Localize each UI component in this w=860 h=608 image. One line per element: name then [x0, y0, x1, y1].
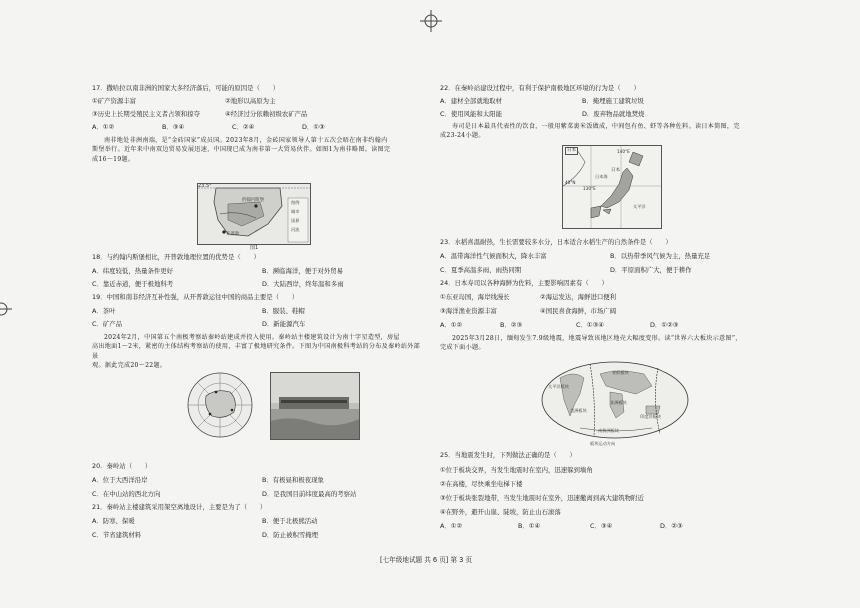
q24-item-1: ①东亚岛国，海岸线漫长: [440, 293, 510, 301]
q17-stem: 17．撒哈拉以南非洲的国家大多经济落后，可能的原因是（ ）: [92, 84, 280, 92]
intro-myanmar-earthquake: [440, 334, 770, 353]
map2-40n-label: 40°N: [565, 180, 576, 185]
q19-option-b: B．服装、鞋帽: [262, 307, 305, 315]
q23-option-b: B．以热带季风气候为主，热量充足: [610, 252, 711, 260]
map2-130e-label: 130°E: [583, 186, 596, 191]
intro-myanmar-line-2: 完成下面小题。: [440, 344, 485, 352]
map3-legend-direction: 板块运动方向: [590, 441, 616, 446]
map3-american-plate: 美洲板块: [570, 408, 587, 413]
q24-item-4: ④国民喜食海鲜，市场广阔: [540, 307, 617, 315]
qinling-station-photo-shapes: [271, 373, 359, 439]
q25-item-4: ④在野外，避开山崖、陡坡，防止山石滚落: [440, 508, 561, 516]
q23-option-d: D．平原面积广大，便于耕作: [610, 266, 692, 274]
map1-legend-city: 城市: [291, 209, 300, 214]
q17-option-d: D．①③: [302, 123, 325, 131]
japan-map-shapes: [563, 146, 661, 228]
q24-stem: 24．日本寿司以各种海鲜为佐料，主要影响因素有（ ）: [440, 279, 608, 287]
q23-stem: 23．水稻喜温耐热，生长需要较多水分，日本适合水稻生产的自然条件是（ ）: [440, 238, 672, 246]
q21-option-b: B．便于北极熊活动: [262, 517, 318, 525]
intro-south-africa-line-2: 斯堡举行。近年来中南双边贸易发展迅速，中国现已成为南非第一大贸易伙伴。如图1为南非略图。读图完: [92, 146, 391, 154]
map3-african-plate: 非洲板块: [610, 400, 627, 405]
q17-item-1: ①矿产资源丰富: [92, 97, 137, 105]
map2-140e-label: 140°E: [617, 149, 630, 154]
map1-legend-river: 河流: [291, 227, 300, 232]
q20-option-d: D．是我国目前纬度最高的考察站: [262, 490, 357, 498]
q24-option-a: A．①②: [440, 321, 463, 329]
q22-option-c: C．使用风能和太阳能: [440, 110, 502, 118]
intro-antarctic-line-1: 2024年2月，中国第五个南极考察站秦岭站建成并投入使用。秦岭站主楼建筑设计为南十字星造型，房屋: [104, 334, 400, 341]
q24-option-d: D．①②③: [650, 321, 679, 329]
q18-stem: 18．与约翰内斯堡相比，开普敦地理位置的优势是（ ）: [92, 253, 260, 261]
q18-option-c: C．靠近赤道，便于极地科考: [92, 280, 174, 288]
q20-stem: 20．秦岭站（ ）: [92, 462, 152, 470]
q22-option-a: A．建材全部就地取材: [440, 97, 502, 105]
map1-legend-border: 国界: [291, 218, 300, 223]
map2-box-label: 日本: [567, 148, 577, 153]
q19-stem: 19．中国和南非经济互补性强，从开普敦运往中国的商品主要是（ ）: [92, 293, 299, 301]
intro-antarctic-line-3: 观。据此完成20～22题。: [92, 362, 167, 370]
q22-stem: 22．在秦岭站建设过程中，有利于保护南极地区环境的行为是（ ）: [440, 84, 640, 92]
japan-map: [562, 145, 662, 229]
q17-option-b: B．③④: [162, 123, 185, 131]
q25-item-1: ①位于板块交界，当发生地震时在室内，迅速躲到墙角: [440, 466, 593, 474]
intro-japan-line-2: 成23-24小题。: [440, 132, 485, 140]
q25-option-b: B．①④: [518, 522, 541, 530]
q23-option-a: A．温带海洋性气候面积大，降水丰富: [440, 252, 547, 260]
map2-sea-label: 日本海: [595, 174, 608, 179]
q21-option-a: A．防寒、保暖: [92, 517, 135, 525]
q25-option-c: C．③④: [590, 522, 613, 530]
q20-option-c: C．在中山站的西北方向: [92, 490, 161, 498]
page-footer: [七年级地试题 共 6 页] 第 3 页: [380, 556, 473, 564]
q19-option-c: C．矿产品: [92, 320, 123, 328]
map1-capetown-label: 开普敦: [226, 232, 240, 237]
figure-1-caption: 图1: [250, 245, 259, 251]
q24-option-c: C．①③④: [576, 321, 605, 329]
intro-japan: [440, 122, 770, 141]
map1-legend-title: 图例: [291, 200, 300, 205]
q21-stem: 21．秦岭站主楼建筑采用架空离地设计，主要是为了（ ）: [92, 503, 267, 511]
map3-pacific-plate: 太平洋板块: [548, 384, 569, 389]
q19-option-d: D．新能源汽车: [262, 320, 306, 328]
intro-myanmar-line-1: 2025年3月28日，缅甸发生7.9级地震，地震导致该地区地壳大幅度变形。读“世界六大板块示意图”，: [452, 335, 742, 342]
q22-option-b: B．掩埋施工建筑垃圾: [582, 97, 644, 105]
q24-item-3: ③海洋渔业资源丰富: [440, 307, 497, 315]
intro-south-africa-line-3: 成16～19题。: [92, 155, 135, 163]
q18-option-b: B．濒临海洋，便于对外贸易: [262, 267, 344, 275]
q24-option-b: B．②③: [500, 321, 523, 329]
q25-stem: 25．当地震发生时，下列做法正确的是（ ）: [440, 451, 576, 459]
q17-option-c: C．②④: [232, 123, 255, 131]
intro-south-africa: [92, 136, 422, 164]
intro-south-africa-line-1: 南非地处非洲南端，是“金砖国家”成员国。2023年8月，金砖国家领导人第十五次会晤在南非约翰内: [104, 137, 388, 144]
south-africa-map: [197, 183, 311, 245]
map3-eurasian-plate: 亚欧板块: [612, 370, 629, 375]
q25-option-a: A．①②: [440, 522, 463, 530]
q20-option-a: A．位于大西洋沿岸: [92, 476, 148, 484]
q22-option-d: D．废弃物品就地焚烧: [582, 110, 645, 118]
map3-antarctic-plate: 南极洲板块: [598, 428, 619, 433]
intro-japan-line-1: 寿司是日本最具代表性的饮食，一般用紫菜裹米饭做成，中间包有鱼、虾等各种佐料。读日本简图，完: [452, 123, 740, 130]
q21-option-c: C．节省建筑材料: [92, 531, 142, 539]
registration-mark-top: [420, 10, 442, 32]
q17-item-2: ②地形以高原为主: [225, 97, 276, 105]
q25-option-d: D．②③: [660, 522, 683, 530]
map1-johannesburg-label: 约翰内斯堡: [242, 198, 264, 203]
registration-mark-left: [0, 298, 12, 320]
q18-option-a: A．纬度较低，热量条件更好: [92, 267, 174, 275]
q17-option-a: A．①②: [92, 123, 115, 131]
q25-item-2: ②在高楼，尽快乘坐电梯下楼: [440, 480, 523, 488]
q17-item-4: ④经济过分依赖初级农矿产品: [225, 110, 308, 118]
q18-option-d: D．大陆西岸，终年温和多雨: [262, 280, 344, 288]
antarctic-stations-map: [180, 370, 260, 440]
qinling-station-photo: [270, 372, 360, 440]
q24-item-2: ②海运发达，海鲜进口便利: [540, 293, 617, 301]
intro-antarctic: [92, 333, 422, 371]
map1-lat-label: 23.5°: [198, 183, 212, 189]
map2-japan-label: 日本: [611, 168, 621, 173]
q19-option-a: A．茶叶: [92, 307, 116, 315]
q21-option-d: D．防止被积雪掩埋: [262, 531, 319, 539]
map3-indian-plate: 印度洋板块: [640, 414, 661, 419]
intro-antarctic-line-2: 高出地面1～2米，紧密的主体结构考察站的使用，丰富了极地研究条件。下图为中国南极科考站的分布及秦岭站外部景: [92, 343, 421, 360]
q23-option-c: C．夏季高温多雨，雨热同期: [440, 266, 522, 274]
q20-option-b: B．有极昼和极夜现象: [262, 476, 324, 484]
q25-item-3: ③位于板块张裂地带，当发生地震时在室外，迅速撤离到高大建筑物附近: [440, 494, 644, 502]
map2-ocean-label: 太平洋: [633, 204, 646, 209]
q17-item-3: ③历史上长期受殖民主义者占领和掠夺: [92, 110, 200, 118]
